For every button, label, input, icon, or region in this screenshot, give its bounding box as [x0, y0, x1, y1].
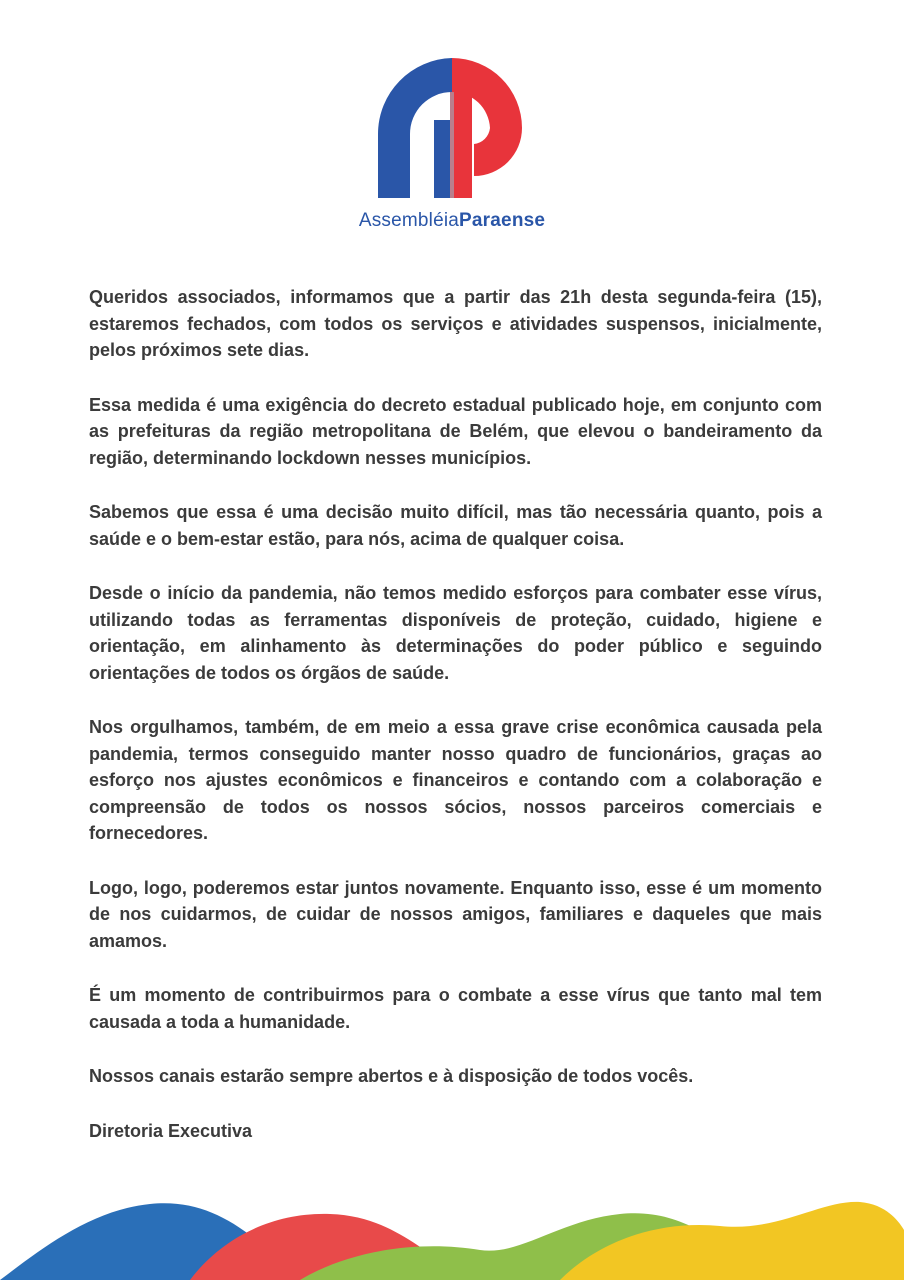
paragraph-7: É um momento de contribuirmos para o combate a esse vírus que tanto mal tem causada a toda a humanidade.: [89, 985, 822, 1032]
paragraph-6: Logo, logo, poderemos estar juntos novamente. Enquanto isso, esse é um momento de nos cuidarmos, de cuidar de nossos amigos, familiares e daqueles que mais amamos.: [89, 877, 822, 951]
signature: Diretoria Executiva: [89, 1120, 253, 1141]
organization-name-bold: Paraense: [459, 210, 546, 231]
paragraph-4: Desde o início da pandemia, não temos medido esforços para combater esse vírus, utilizando todas as ferramentas disponíveis de proteção, cuidado, higiene e orientação, em alinhamento às determinações do poder público e seguindo orientações de todos os órgãos de saúde.: [89, 583, 822, 683]
paragraph-3: Sabemos que essa é uma decisão muito difícil, mas tão necessária quanto, pois a saúde e o bem-estar estão, para nós, acima de qualquer coisa.: [89, 502, 822, 549]
ap-monogram-logo: [372, 52, 532, 204]
organization-name-light: Assembléia: [358, 210, 460, 231]
paragraph-1: Queridos associados, informamos que a partir das 21h desta segunda-feira (15), estaremos fechados, com todos os serviços e atividades suspensos, inicialmente, pelos próximos sete dias.: [89, 287, 822, 360]
paragraph-5: Nos orgulhamos, também, de em meio a essa grave crise econômica causada pela pandemia, termos conseguido manter nosso quadro de funcionários, graças ao esforço nos ajustes econômicos e financeiros e contando com a colaboração e compreensão de todos os nossos sócios, nossos parceiros comerciais e fornecedores.: [89, 717, 822, 843]
paragraph-8: Nossos canais estarão sempre abertos e à disposição de todos vocês.: [89, 1066, 694, 1086]
header-logo: [0, 52, 904, 232]
paragraph-2: Essa medida é uma exigência do decreto estadual publicado hoje, em conjunto com as prefeituras da região metropolitana de Belém, que elevou o bandeiramento da região, determinando lockdown nesses municípios.: [89, 394, 822, 468]
letter-body: [89, 284, 822, 1172]
organization-name: [0, 210, 904, 232]
decorative-waves: [0, 1190, 904, 1280]
